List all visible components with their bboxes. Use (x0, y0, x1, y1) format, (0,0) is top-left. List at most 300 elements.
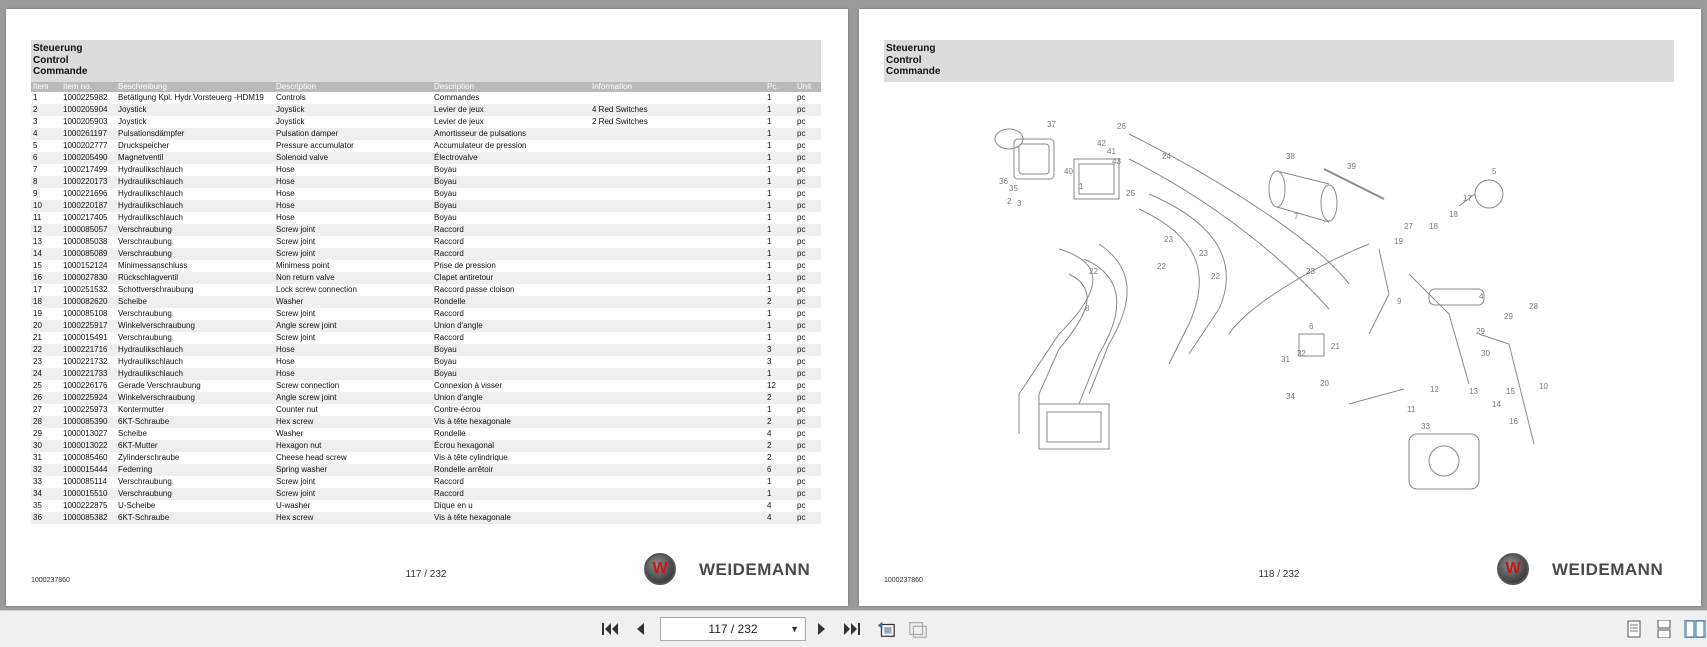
diagram-callout-label: 2 (1007, 197, 1012, 206)
col-information: Information (590, 82, 765, 92)
cell-item: 20 (31, 320, 61, 332)
parts-table-body (31, 92, 821, 524)
col-unit: Unit (795, 82, 821, 92)
diagram-callout-label: 34 (1286, 392, 1295, 401)
cell-information (590, 152, 765, 164)
document-number: 1000237860 (31, 577, 70, 584)
go-back-view-icon (876, 619, 896, 639)
cell-description-en: Washer (274, 296, 432, 308)
cell-pc: 1 (767, 405, 772, 414)
cell-item: 36 (31, 512, 61, 524)
col-description-fr: Description (432, 82, 590, 92)
cell-item-no: 1000085382 (61, 512, 116, 524)
cell-information (590, 236, 765, 248)
cell-item: 18 (31, 296, 61, 308)
cell-unit: pc (795, 248, 821, 260)
cell-information (590, 500, 765, 512)
cell-beschreibung: Federring (116, 464, 274, 476)
cell-description-fr: Vis à tête cylindrique (434, 453, 508, 462)
cell-unit: pc (797, 93, 806, 102)
cell-description-en: Minimess point (276, 261, 330, 270)
logo-wordmark: WEIDEMANN (1552, 560, 1664, 579)
cell-description-fr: Rondelle arrêtoir (432, 464, 590, 476)
left-page (6, 9, 848, 606)
cell-pc: 1 (765, 320, 795, 332)
cell-unit: pc (795, 152, 821, 164)
table-row (31, 140, 821, 152)
cell-unit: pc (797, 237, 806, 246)
cell-description-en: Solenoid valve (274, 152, 432, 164)
cell-description-fr: Boyau (434, 213, 457, 222)
cell-unit: pc (797, 453, 806, 462)
cell-information (590, 428, 765, 440)
cell-information (590, 464, 765, 476)
diagram-callout-label: 35 (1009, 184, 1018, 193)
page-number-input[interactable] (660, 617, 806, 641)
cell-description-en: Hex screw (274, 512, 432, 524)
exploded-parts-diagram (989, 94, 1589, 514)
diagram-callout-label: 9 (1397, 297, 1402, 306)
cell-beschreibung: Hydraulikschlauch (118, 165, 183, 174)
table-row (31, 428, 821, 440)
diagram-callout-label: 27 (1404, 222, 1413, 231)
logo-letter: W (652, 560, 668, 577)
cell-description-fr: Amortisseur de pulsations (432, 128, 590, 140)
cell-item: 21 (33, 333, 42, 342)
cell-unit: pc (795, 344, 821, 356)
cell-unit: pc (795, 296, 821, 308)
cell-item: 16 (31, 272, 61, 284)
cell-description-en: Hose (276, 357, 295, 366)
go-back-button[interactable] (876, 620, 896, 638)
cell-description-en: Screw joint (274, 224, 432, 236)
cell-item-no: 1000085114 (63, 477, 107, 486)
cell-description-en: Counter nut (276, 405, 318, 414)
cell-description-en: Non return valve (274, 272, 432, 284)
cell-beschreibung: Verschraubung (118, 477, 172, 486)
cell-information (590, 296, 765, 308)
cell-item-no: 1000085108 (63, 309, 108, 318)
cell-pc: 2 (765, 296, 795, 308)
cell-information (590, 452, 765, 464)
cell-beschreibung: Winkelverschraubung (116, 392, 274, 404)
cell-information (590, 188, 765, 200)
cell-description-fr: Raccord (434, 333, 464, 342)
cell-description-en: Screw joint (276, 309, 316, 318)
col-beschreibung: Beschreibung (116, 82, 274, 92)
cell-beschreibung: Pulsationsdämpfer (116, 128, 274, 140)
cell-unit: pc (795, 464, 821, 476)
cell-unit: pc (797, 333, 806, 342)
table-row (31, 320, 821, 332)
cell-unit: pc (797, 381, 806, 390)
cell-pc: 1 (767, 165, 772, 174)
diagram-callout-label: 17 (1463, 194, 1472, 203)
diagram-callout-label: 4 (1479, 292, 1484, 301)
cell-unit: pc (795, 176, 821, 188)
cell-beschreibung: Hydraulikschlauch (116, 176, 274, 188)
cell-information (590, 440, 765, 452)
table-row (31, 164, 821, 176)
cell-description-fr: Vis à tête hexagonale (432, 416, 590, 428)
cell-item: 17 (33, 285, 42, 294)
cell-item-no: 1000027830 (61, 272, 116, 284)
cell-information (590, 476, 765, 488)
header-line-de: Steuerung (33, 43, 83, 54)
diagram-callout-label: 10 (1539, 382, 1548, 391)
cell-description-en: U-washer (276, 501, 311, 510)
table-row (31, 284, 821, 296)
logo-wordmark: WEIDEMANN (699, 560, 811, 579)
diagram-callout-label: 22 (1211, 272, 1220, 281)
first-page-button[interactable] (600, 620, 620, 638)
previous-page-button[interactable] (630, 620, 650, 638)
cell-item-no: 1000220173 (61, 176, 116, 188)
section-header (31, 40, 821, 82)
table-header-row (31, 82, 821, 92)
document-number: 1000237860 (884, 577, 923, 584)
continuous-view-button[interactable] (1654, 620, 1674, 638)
cell-description-en: Angle screw joint (274, 320, 432, 332)
cell-information (590, 320, 765, 332)
cell-pc: 4 (767, 429, 772, 438)
cell-item: 4 (31, 128, 61, 140)
cell-description-fr: Écrou hexagonal (432, 440, 590, 452)
single-page-view-button[interactable] (1624, 620, 1644, 638)
cell-information (590, 272, 765, 284)
page-number-value: 117 / 232 (708, 622, 758, 636)
cell-information (590, 356, 765, 368)
cell-unit: pc (797, 165, 806, 174)
cell-information (590, 416, 765, 428)
cell-beschreibung: Hydraulikschlauch (116, 368, 274, 380)
cell-unit: pc (797, 309, 806, 318)
cell-item: 9 (33, 189, 38, 198)
cell-description-en: Lock screw connection (276, 285, 357, 294)
diagram-callout-label: 23 (1306, 267, 1315, 276)
cell-item-no: 1000261197 (61, 128, 116, 140)
cell-item: 14 (31, 248, 61, 260)
cell-item-no: 1000013022 (61, 440, 116, 452)
col-item: Item (31, 82, 61, 92)
diagram-callout-label: 20 (1320, 379, 1329, 388)
cell-item-no: 1000205490 (61, 152, 116, 164)
cell-item: 30 (31, 440, 61, 452)
cell-description-fr: Raccord (434, 309, 464, 318)
cell-item-no: 1000013027 (63, 429, 108, 438)
table-row (31, 368, 821, 380)
cell-unit: pc (797, 117, 806, 126)
table-row (31, 512, 821, 524)
cell-unit: pc (797, 285, 806, 294)
diagram-callout-label: 22 (1157, 262, 1166, 271)
cell-item-no: 1000085460 (63, 453, 108, 462)
cell-description-fr: Boyau (432, 200, 590, 212)
cell-unit: pc (795, 512, 821, 524)
cell-pc: 1 (767, 189, 772, 198)
cell-item-no: 1000205904 (61, 104, 116, 116)
cell-beschreibung: Joystick (116, 104, 274, 116)
diagram-callout-label: 19 (1394, 237, 1403, 246)
cell-pc: 1 (767, 477, 772, 486)
cell-description-fr: Prise de pression (434, 261, 496, 270)
cell-beschreibung: U-Scheibe (118, 501, 156, 510)
cell-item: 34 (31, 488, 61, 500)
cell-item: 29 (33, 429, 42, 438)
table-row (31, 464, 821, 476)
col-pc: Pc. (765, 82, 795, 92)
cell-description-en: Hose (276, 213, 295, 222)
cell-pc: 1 (765, 200, 795, 212)
cell-item: 13 (33, 237, 42, 246)
cell-beschreibung: Gerade Verschraubung (118, 381, 201, 390)
cell-beschreibung: Hydraulikschlauch (116, 344, 274, 356)
table-row (31, 224, 821, 236)
cell-beschreibung: Hydraulikschlauch (118, 213, 183, 222)
cell-description-en: Screw joint (276, 237, 316, 246)
cell-unit: pc (795, 200, 821, 212)
diagram-callout-label: 14 (1492, 400, 1501, 409)
logo-emblem (1497, 553, 1529, 585)
cell-item-no: 1000085057 (61, 224, 116, 236)
cell-unit: pc (795, 104, 821, 116)
single-page-icon (1626, 620, 1642, 638)
continuous-page-icon (1656, 620, 1672, 638)
cell-item: 5 (33, 141, 38, 150)
cell-description-en: Screw joint (274, 488, 432, 500)
table-row (31, 272, 821, 284)
cell-unit: pc (795, 128, 821, 140)
last-page-button[interactable] (842, 620, 862, 638)
diagram-callout-label: 23 (1199, 249, 1208, 258)
cell-item-no: 1000225924 (61, 392, 116, 404)
section-header (884, 40, 1674, 82)
two-page-icon (1685, 620, 1705, 638)
cell-description-en: Hose (274, 200, 432, 212)
diagram-callout-label: 1 (1079, 182, 1084, 191)
cell-description-en: Hex screw (274, 416, 432, 428)
diagram-callout-label: 24 (1162, 152, 1171, 161)
header-line-fr: Commande (886, 66, 941, 77)
table-row (31, 476, 821, 488)
cell-item: 8 (31, 176, 61, 188)
table-row (31, 212, 821, 224)
cell-item-no: 1000217405 (63, 213, 108, 222)
cell-description-fr: Électrovalve (432, 152, 590, 164)
cell-information (590, 212, 765, 224)
table-row (31, 392, 821, 404)
cell-description-fr: Raccord (434, 237, 464, 246)
cell-item-no: 1000221732 (63, 357, 108, 366)
cell-unit: pc (795, 224, 821, 236)
cell-beschreibung: Kontermutter (118, 405, 165, 414)
cell-information (590, 164, 765, 176)
cell-information (590, 140, 765, 152)
cell-pc: 2 (767, 453, 772, 462)
cell-pc: 2 (765, 392, 795, 404)
cell-information (590, 128, 765, 140)
diagram-callout-label: 16 (1509, 417, 1518, 426)
page-dropdown-icon[interactable]: ▼ (790, 624, 799, 634)
cell-pc: 3 (765, 344, 795, 356)
cell-description-en: Cheese head screw (276, 453, 347, 462)
cell-description-fr: Connexion à visser (434, 381, 503, 390)
cell-pc: 2 (765, 440, 795, 452)
diagram-callout-label: 12 (1430, 385, 1439, 394)
cell-unit: pc (797, 429, 806, 438)
cell-pc: 1 (765, 368, 795, 380)
cell-unit: pc (795, 416, 821, 428)
cell-unit: pc (795, 320, 821, 332)
cell-pc: 1 (765, 176, 795, 188)
cell-beschreibung: Verschraubung (116, 488, 274, 500)
cell-description-fr: Rondelle (432, 296, 590, 308)
cell-item-no: 1000251532 (63, 285, 108, 294)
cell-information (590, 200, 765, 212)
cell-description-fr: Boyau (434, 165, 457, 174)
cell-information (590, 380, 765, 392)
cell-information (590, 404, 765, 416)
diagram-callout-label: 21 (1331, 342, 1340, 351)
diagram-callout-label: 37 (1047, 120, 1056, 129)
cell-item: 15 (33, 261, 42, 270)
table-row (31, 440, 821, 452)
cell-description-fr: Boyau (432, 176, 590, 188)
cell-unit: pc (797, 213, 806, 222)
table-row (31, 188, 821, 200)
cell-information (590, 284, 765, 296)
col-description-en: Description (274, 82, 432, 92)
cell-information (590, 512, 765, 524)
cell-beschreibung: Scheibe (118, 429, 147, 438)
cell-pc: 1 (765, 104, 795, 116)
cell-description-fr: Raccord (434, 477, 464, 486)
cell-item-no: 1000015510 (61, 488, 116, 500)
cell-description-en: Screw joint (276, 333, 316, 342)
cell-item-no: 1000202777 (63, 141, 108, 150)
go-forward-button[interactable] (908, 620, 928, 638)
cell-unit: pc (797, 261, 806, 270)
cell-item: 7 (33, 165, 38, 174)
cell-information (590, 260, 765, 272)
cell-item-no: 1000085089 (61, 248, 116, 260)
cell-pc: 1 (767, 237, 772, 246)
cell-pc: 1 (767, 213, 772, 222)
viewer-toolbar (0, 610, 1707, 647)
weidemann-logo (1497, 553, 1682, 589)
cell-unit: pc (797, 501, 806, 510)
cell-unit: pc (795, 272, 821, 284)
cell-description-en: Controls (276, 93, 306, 102)
cell-information (590, 176, 765, 188)
cell-description-en: Hose (276, 189, 295, 198)
cell-item: 24 (31, 368, 61, 380)
diagram-callout-label: 42 (1097, 139, 1106, 148)
cell-pc: 1 (767, 309, 772, 318)
cell-item-no: 1000205903 (63, 117, 108, 126)
diagram-callout-label: 30 (1481, 349, 1490, 358)
cell-description-fr: Levier de jeux (432, 104, 590, 116)
diagram-callout-label: 22 (1089, 267, 1098, 276)
cell-description-fr: Accumulateur de pression (434, 141, 527, 150)
cell-description-fr: Raccord (432, 224, 590, 236)
table-row (31, 344, 821, 356)
cell-description-en: Washer (276, 429, 304, 438)
cell-description-fr: Clapet antiretour (432, 272, 590, 284)
cell-item-no: 1000221733 (61, 368, 116, 380)
diagram-callout-label: 38 (1286, 152, 1295, 161)
cell-pc: 1 (767, 285, 772, 294)
cell-description-en: Hexagon nut (274, 440, 432, 452)
cell-information: 2 Red Switches (592, 117, 648, 126)
cell-pc: 1 (767, 93, 772, 102)
header-line-en: Control (886, 54, 922, 66)
cell-pc: 1 (765, 152, 795, 164)
logo-emblem (644, 553, 676, 585)
cell-beschreibung: Magnetventil (116, 152, 274, 164)
cell-information (590, 308, 765, 320)
cell-beschreibung: Winkelverschraubung (116, 320, 274, 332)
cell-item-no: 1000221696 (63, 189, 108, 198)
diagram-callout-label: 41 (1107, 147, 1116, 156)
cell-information (590, 92, 765, 104)
next-page-button[interactable] (812, 620, 832, 638)
cell-description-fr: Boyau (432, 344, 590, 356)
cell-item-no: 1000217499 (63, 165, 108, 174)
cell-information (590, 392, 765, 404)
cell-description-en: Pressure accumulator (276, 141, 354, 150)
logo-letter: W (1505, 560, 1521, 577)
cell-beschreibung: 6KT-Mutter (116, 440, 274, 452)
previous-page-icon (634, 621, 646, 637)
cell-description-fr: Boyau (434, 357, 457, 366)
cell-unit: pc (795, 440, 821, 452)
cell-pc: 1 (765, 224, 795, 236)
cell-description-en: Joystick (274, 104, 432, 116)
cell-description-en: Joystick (276, 117, 305, 126)
cell-beschreibung: Betätigung Kpl. Hydr.Vorsteuerg -HDM19 (118, 93, 264, 102)
diagram-callout-label: 15 (1506, 387, 1515, 396)
cell-beschreibung: Verschraubung (116, 248, 274, 260)
cell-beschreibung: Hydraulikschlauch (118, 189, 183, 198)
cell-beschreibung: Verschraubung (118, 333, 172, 342)
diagram-callout-label: 23 (1164, 235, 1173, 244)
cell-item-no: 1000225917 (61, 320, 116, 332)
cell-item: 11 (33, 213, 42, 222)
two-page-view-button[interactable] (1684, 620, 1706, 638)
diagram-callout-label: 13 (1469, 387, 1478, 396)
table-row (31, 248, 821, 260)
table-row (31, 404, 821, 416)
cell-item: 10 (31, 200, 61, 212)
cell-description-en: Hose (274, 368, 432, 380)
diagram-callout-label: 18 (1449, 210, 1458, 219)
table-row (31, 104, 821, 116)
weidemann-logo (644, 553, 829, 589)
diagram-callout-label: 8 (1085, 304, 1090, 313)
cell-beschreibung: Scheibe (116, 296, 274, 308)
cell-beschreibung: Verschraubung (116, 224, 274, 236)
diagram-callout-label: 6 (1309, 322, 1314, 331)
diagram-callout-label: 39 (1347, 162, 1356, 171)
cell-pc: 1 (765, 248, 795, 260)
diagram-callout-label: 3 (1017, 199, 1022, 208)
table-row (31, 236, 821, 248)
table-row (31, 116, 821, 128)
cell-pc: 1 (767, 333, 772, 342)
cell-description-en: Screw connection (276, 381, 340, 390)
cell-item-no: 1000225973 (63, 405, 108, 414)
